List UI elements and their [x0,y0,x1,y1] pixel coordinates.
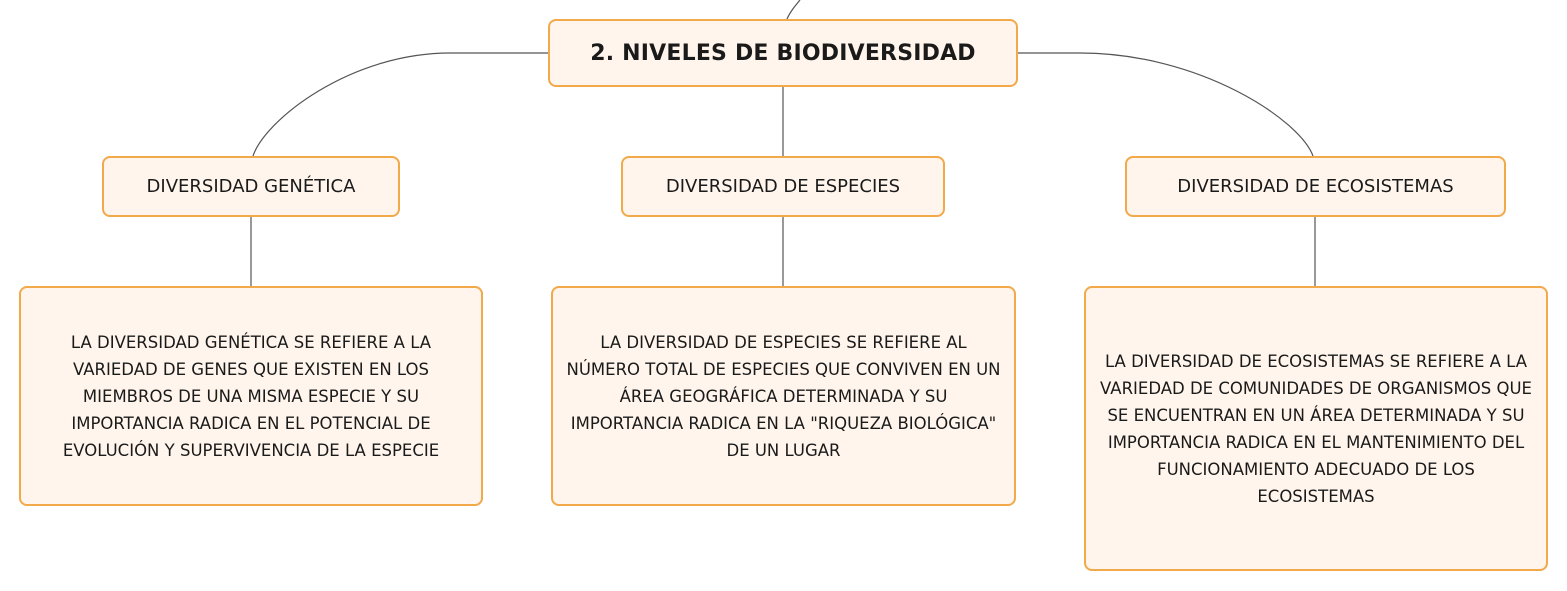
description-text: LA DIVERSIDAD DE ECOSISTEMAS SE REFIERE A LA VARIEDAD DE COMUNIDADES DE ORGANISMOS QUE SE ENCUENTRAN EN UN ÁREA DETERMINADA Y SU IMPORTANCIA RADICA EN EL MANTENIMIENTO DEL FUNCIONAMIENTO ADECUADO DE LOS ECOSISTEMAS [1100,351,1532,506]
connector-root-to-genetica [253,53,548,156]
topic-label: DIVERSIDAD GENÉTICA [146,176,356,197]
topic-diversidad-genetica[interactable] [102,156,400,217]
topic-label: DIVERSIDAD DE ECOSISTEMAS [1177,176,1454,197]
topic-diversidad-ecosistemas[interactable] [1125,156,1506,217]
topic-diversidad-especies[interactable] [621,156,945,217]
description-text: LA DIVERSIDAD DE ESPECIES SE REFIERE AL NÚMERO TOTAL DE ESPECIES QUE CONVIVEN EN UN ÁREA GEOGRÁFICA DETERMINADA Y SU IMPORTANCIA RADICA EN LA "RIQUEZA BIOLÓGICA" DE UN LUGAR [566,332,1001,460]
topic-label: DIVERSIDAD DE ESPECIES [665,176,901,197]
connector-root-to-ecosistemas [1018,53,1313,156]
description-diversidad-ecosistemas[interactable] [1084,286,1548,571]
root-topic-label: 2. NIVELES DE BIODIVERSIDAD [590,40,976,66]
root-topic[interactable] [548,19,1018,87]
description-text: LA DIVERSIDAD GENÉTICA SE REFIERE A LA VARIEDAD DE GENES QUE EXISTEN EN LOS MIEMBROS DE UNA MISMA ESPECIE Y SU IMPORTANCIA RADICA EN EL POTENCIAL DE EVOLUCIÓN Y SUPERVIVENCIA DE LA ESPECIE [62,332,440,460]
connector-parent-to-root [787,0,800,19]
description-diversidad-especies[interactable] [551,286,1016,506]
description-diversidad-genetica[interactable] [19,286,483,506]
